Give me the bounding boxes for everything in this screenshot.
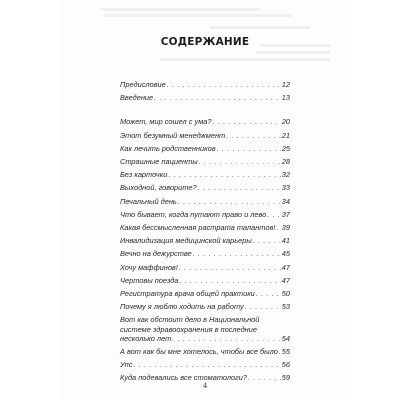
toc-page-number: 20 (281, 117, 290, 127)
toc-page-number: 45 (281, 249, 290, 259)
leader-dots (179, 276, 280, 285)
toc-label: Какая бессмысленная растрата талантов! (120, 223, 276, 233)
toc-label-line: системе здравоохранения в последние (120, 324, 257, 334)
toc-page-number: 47 (281, 275, 290, 285)
toc-label: Без карточки (120, 170, 168, 180)
toc-entry (120, 360, 290, 369)
toc-page-number: 54 (281, 333, 290, 343)
toc-entry (120, 315, 290, 343)
leader-dots (179, 263, 281, 272)
toc-page-number: 34 (281, 196, 290, 206)
toc-label-line: несколько лет (120, 333, 172, 343)
toc-page-number: 32 (281, 170, 290, 180)
toc-label: А вот как бы мне хотелось, чтобы все было (120, 347, 278, 357)
toc-page-number: 12 (281, 80, 290, 89)
leader-dots (217, 144, 281, 153)
toc-page-number: 55 (281, 347, 290, 357)
toc-entry (120, 223, 290, 232)
toc-page-number: 59 (281, 373, 290, 383)
toc-entry (120, 276, 290, 285)
toc-entry (120, 144, 290, 153)
toc-entry (120, 263, 290, 272)
toc-entry (120, 302, 290, 311)
toc-entry (120, 210, 290, 219)
toc-page-number: 13 (281, 93, 290, 103)
leader-dots (276, 223, 280, 232)
toc-label: Может, мир сошел с ума? (120, 117, 212, 127)
toc-label: Печальный день (120, 196, 177, 206)
toc-page-number: 39 (281, 223, 290, 233)
toc-label: Регистратура врача общей практики (120, 289, 255, 299)
leader-dots (226, 131, 281, 140)
toc-entry (120, 117, 290, 126)
leader-dots (213, 117, 281, 126)
toc-page-number: 47 (281, 262, 290, 272)
toc-page-number: 25 (281, 143, 290, 153)
toc-label: Что бывает, когда путают право и лево (120, 209, 267, 219)
toc-label: Введение (120, 93, 154, 103)
leader-dots (133, 360, 280, 369)
toc-label: Вечно на дежурстве (120, 249, 192, 259)
toc-label: Выходной, говорите? (120, 183, 197, 193)
toc-label: Предисловие (120, 80, 166, 89)
toc-page-number: 41 (281, 236, 290, 246)
leader-dots (193, 249, 281, 258)
bleed-through-text (60, 0, 350, 62)
toc-page-number: 53 (281, 302, 290, 312)
toc-page-number: 33 (281, 183, 290, 193)
page-number: 4 (203, 381, 207, 390)
toc-page-number: 28 (281, 157, 290, 167)
leader-dots (267, 210, 280, 219)
leader-dots (199, 157, 281, 166)
leader-dots (245, 302, 281, 311)
toc-page-number: 37 (281, 209, 290, 219)
toc-label: Упс (120, 360, 133, 370)
leader-dots (198, 183, 281, 192)
toc-entry (120, 170, 290, 179)
toc-label: Страшные пациенты (120, 157, 198, 167)
leader-dots (256, 289, 281, 298)
toc-entry (120, 347, 290, 356)
toc-page-number: 21 (281, 130, 290, 140)
leader-dots (178, 197, 281, 206)
leader-dots (168, 170, 280, 179)
toc-entry (120, 289, 290, 298)
toc-entry (120, 236, 290, 245)
leader-dots (154, 93, 281, 102)
toc-entry (120, 249, 290, 258)
toc-entry (120, 131, 290, 140)
leader-dots (167, 80, 281, 89)
page-title: СОДЕРЖАНИЕ (160, 36, 250, 48)
leader-dots (253, 236, 281, 245)
toc-label: Почему я люблю ходить на работу (120, 302, 244, 312)
toc-entry (120, 93, 290, 102)
toc-label: Этот безумный менеджмент (120, 130, 226, 140)
toc-entry (120, 80, 290, 89)
toc-label-line: Вот как обстоит дело в Национальной (120, 315, 260, 325)
toc-page-number: 50 (281, 289, 290, 299)
toc-page-number: 56 (281, 360, 290, 370)
toc-label: Хочу маффинов! (120, 262, 178, 272)
toc-entry (120, 183, 290, 192)
toc-entry (120, 197, 290, 206)
leader-dots (279, 347, 281, 356)
toc-entry (120, 157, 290, 166)
toc-label: Как лечить родственников (120, 143, 216, 153)
table-of-contents (120, 80, 290, 383)
toc-label: Куда подевались все стоматологи? (120, 373, 248, 383)
leader-dots (172, 334, 280, 343)
toc-label: Чертовы поезда (120, 275, 179, 285)
toc-label: Инвалидизация медицинской карьеры (120, 236, 252, 246)
